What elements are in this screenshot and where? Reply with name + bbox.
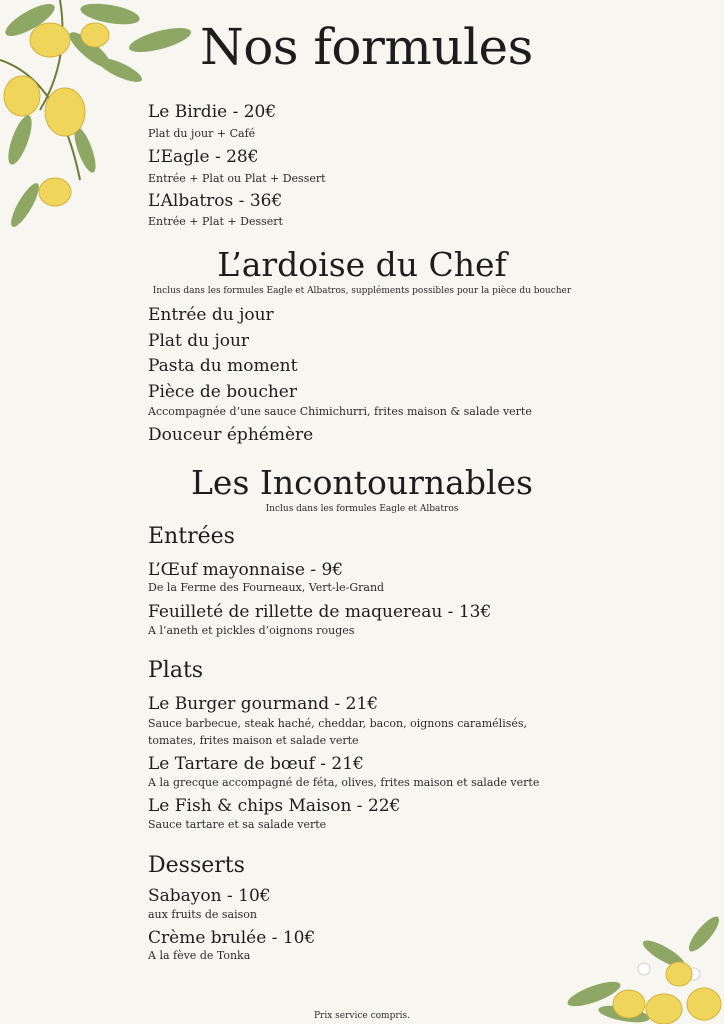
- lemon-branch-illustration-bottom: [554, 914, 724, 1024]
- section-title-incontournables: Les Incontournables: [191, 463, 533, 502]
- dish-name: Sabayon - 10€: [148, 886, 271, 906]
- ardoise-item-desc: Accompagnée d’une sauce Chimichurri, frites maison & salade verte: [148, 405, 532, 418]
- ardoise-item: Entrée du jour: [148, 305, 274, 325]
- dish-desc: Sauce barbecue, steak haché, cheddar, bacon, oignons caramélisés, tomates, frites maison et salade verte: [148, 717, 528, 747]
- dish-name: Le Burger gourmand - 21€: [148, 694, 379, 714]
- dish-desc: A la fève de Tonka: [148, 949, 251, 962]
- formule-name: Le Birdie - 20€: [148, 102, 277, 122]
- ardoise-item: Pasta du moment: [148, 356, 298, 376]
- dish-desc: A la grecque accompagné de féta, olives, frites maison et salade verte: [148, 776, 540, 789]
- ardoise-item: Pièce de boucher: [148, 382, 297, 402]
- dish-name: Crème brulée - 10€: [148, 928, 316, 948]
- formule-name: L’Eagle - 28€: [148, 147, 259, 167]
- dish-desc: A l’aneth et pickles d’oignons rouges: [148, 624, 355, 637]
- formule-desc: Entrée + Plat + Dessert: [148, 215, 283, 228]
- dish-desc: Sauce tartare et sa salade verte: [148, 818, 327, 831]
- formule-name: L’Albatros - 36€: [148, 191, 283, 211]
- ardoise-item: Plat du jour: [148, 331, 250, 351]
- dish-name: Le Fish & chips Maison - 22€: [148, 796, 401, 816]
- section-note-ardoise: Inclus dans les formules Eagle et Albatros, suppléments possibles pour la pièce du boucher: [152, 286, 572, 296]
- footer-note: Prix service compris.: [313, 1011, 411, 1021]
- formule-desc: Plat du jour + Café: [148, 127, 256, 140]
- dish-name: Feuilleté de rillette de maquereau - 13€: [148, 602, 492, 622]
- dish-name: L’Œuf mayonnaise - 9€: [148, 560, 344, 580]
- section-note-incontournables: Inclus dans les formules Eagle et Albatros: [265, 504, 459, 514]
- page-title: Nos formules: [200, 18, 533, 76]
- category-heading-entrees: Entrées: [148, 524, 235, 549]
- dish-desc: aux fruits de saison: [148, 908, 257, 921]
- category-heading-desserts: Desserts: [148, 853, 245, 878]
- category-heading-plats: Plats: [148, 658, 204, 683]
- section-title-ardoise: L’ardoise du Chef: [217, 245, 507, 284]
- dish-name: Le Tartare de bœuf - 21€: [148, 754, 364, 774]
- formule-desc: Entrée + Plat ou Plat + Dessert: [148, 172, 326, 185]
- ardoise-item: Douceur éphémère: [148, 425, 314, 445]
- dish-desc: De la Ferme des Fourneaux, Vert-le-Grand: [148, 581, 385, 594]
